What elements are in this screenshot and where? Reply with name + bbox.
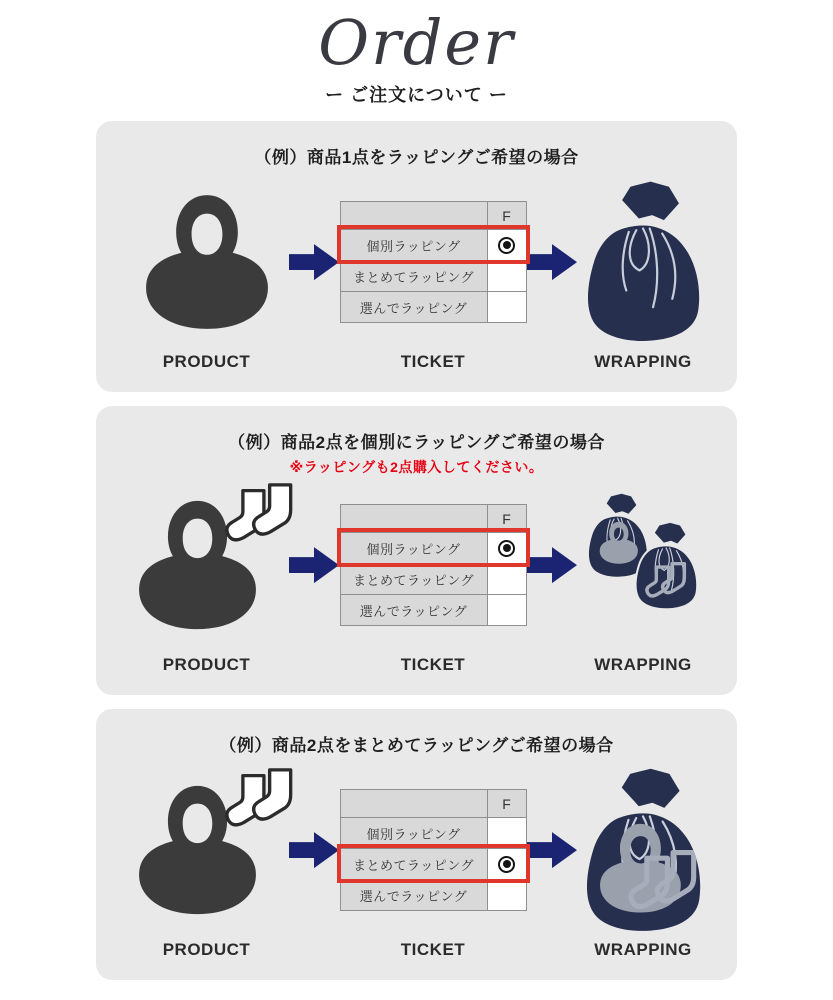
ticket-table	[340, 504, 527, 626]
gift-bags-icon	[577, 482, 709, 649]
arrow-column	[527, 176, 577, 376]
wrapping-label: WRAPPING	[594, 352, 692, 372]
row-label: まとめてラッピング	[341, 261, 488, 291]
wrapping-illustration	[577, 176, 709, 348]
table-header-cell: F	[488, 505, 526, 532]
arrow-column	[289, 764, 339, 964]
right-arrow-icon	[289, 244, 339, 280]
arrow-column	[527, 764, 577, 964]
table-row	[341, 260, 526, 291]
row-label: 選んでラッピング	[341, 595, 488, 625]
panel-title: （例）商品2点をまとめてラッピングご希望の場合	[219, 736, 614, 756]
table-header-cell: F	[488, 202, 526, 229]
right-arrow-icon	[527, 832, 577, 868]
example-panel-2	[96, 406, 737, 695]
product-column	[124, 764, 289, 964]
ticket-column	[339, 479, 527, 679]
arrow-column	[289, 176, 339, 376]
ticket-column	[339, 176, 527, 376]
ticket-label: TICKET	[400, 352, 466, 372]
page-header	[0, 0, 833, 107]
product-label: PRODUCT	[162, 655, 251, 675]
table-header-row	[341, 505, 526, 532]
radio-selected-icon	[498, 237, 515, 254]
wrapping-illustration	[577, 479, 709, 651]
ticket-column	[339, 764, 527, 964]
radio-selected-icon	[498, 856, 515, 873]
table-header-row	[341, 790, 526, 817]
panel-row	[124, 764, 709, 964]
page-subtitle: ー ご注文について ー	[325, 85, 508, 106]
table-row	[341, 563, 526, 594]
wrapping-column	[577, 764, 709, 964]
panel-note: ※ラッピングも2点購入してください。	[289, 459, 544, 476]
row-label: まとめてラッピング	[341, 849, 488, 879]
wrapping-column	[577, 479, 709, 679]
ticket-table	[340, 789, 527, 911]
product-illustration	[124, 479, 289, 651]
product-column	[124, 479, 289, 679]
row-label: 個別ラッピング	[341, 230, 488, 260]
product-column	[124, 176, 289, 376]
right-arrow-icon	[527, 547, 577, 583]
arrow-column	[527, 479, 577, 679]
right-arrow-icon	[289, 832, 339, 868]
ticket-table	[340, 201, 527, 323]
table-row	[341, 594, 526, 625]
row-label: 個別ラッピング	[341, 818, 488, 848]
table-header-row	[341, 202, 526, 229]
table-row	[341, 879, 526, 910]
table-header-cell: F	[488, 790, 526, 817]
product-illustration	[124, 764, 289, 936]
tote-bag-icon	[127, 189, 287, 335]
product-label: PRODUCT	[162, 940, 251, 960]
ticket-label: TICKET	[400, 655, 466, 675]
product-illustration	[124, 176, 289, 348]
table-row	[341, 291, 526, 322]
table-row	[341, 229, 526, 260]
wrapping-column	[577, 176, 709, 376]
panel-title: （例）商品2点を個別にラッピングご希望の場合	[228, 433, 605, 453]
panel-row	[124, 479, 709, 679]
row-label: まとめてラッピング	[341, 564, 488, 594]
gift-bag-combined-icon	[579, 767, 707, 934]
product-label: PRODUCT	[162, 352, 251, 372]
example-panel-3	[96, 709, 737, 980]
table-row	[341, 532, 526, 563]
page-title: Order	[318, 6, 515, 79]
row-label: 選んでラッピング	[341, 880, 488, 910]
right-arrow-icon	[289, 547, 339, 583]
wrapping-label: WRAPPING	[594, 940, 692, 960]
table-row	[341, 848, 526, 879]
panel-row	[124, 176, 709, 376]
example-panel-1	[96, 121, 737, 392]
right-arrow-icon	[527, 244, 577, 280]
row-label: 選んでラッピング	[341, 292, 488, 322]
table-row	[341, 817, 526, 848]
wrapping-illustration	[577, 764, 709, 936]
row-label: 個別ラッピング	[341, 533, 488, 563]
ticket-label: TICKET	[400, 940, 466, 960]
arrow-column	[289, 479, 339, 679]
wrapping-label: WRAPPING	[594, 655, 692, 675]
gift-bag-icon	[580, 180, 706, 344]
panel-title: （例）商品1点をラッピングご希望の場合	[254, 148, 579, 168]
radio-selected-icon	[498, 540, 515, 557]
